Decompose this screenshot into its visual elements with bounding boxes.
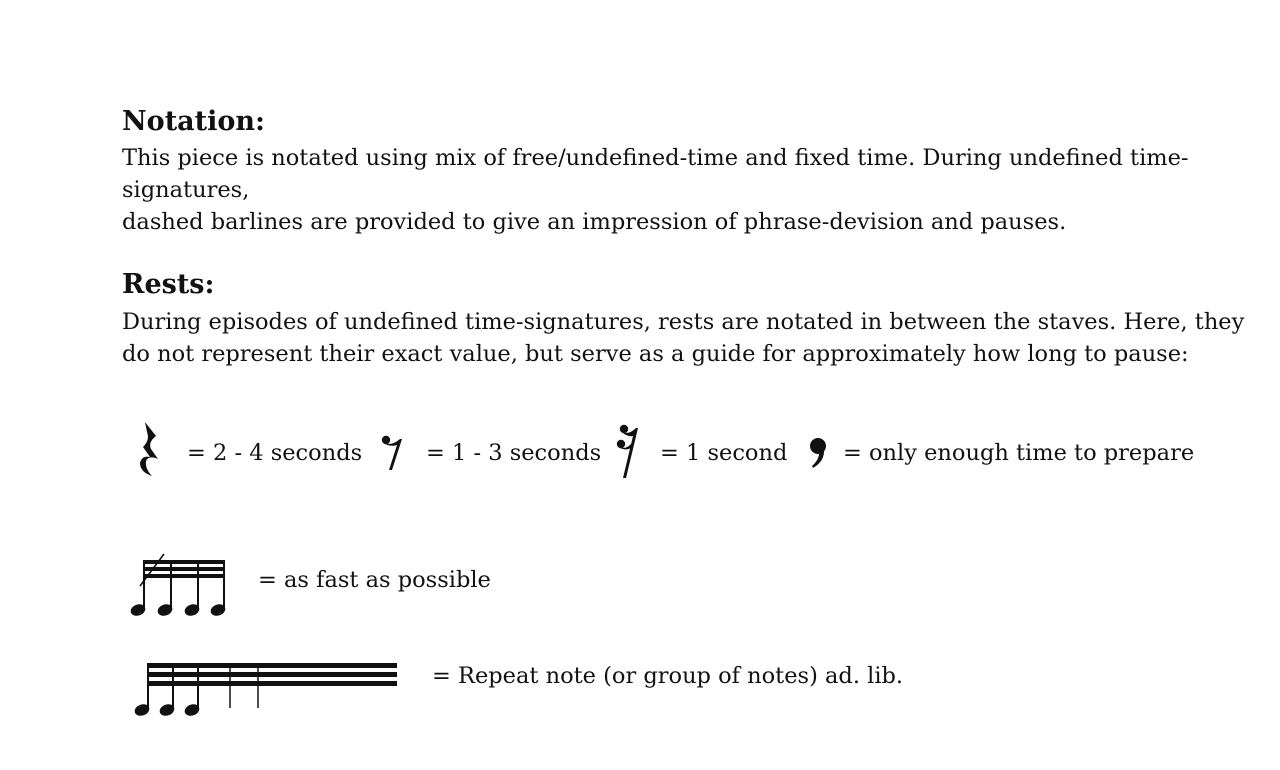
eighth-rest-meaning: = 1 - 3 seconds — [426, 440, 602, 466]
eighth-rest-icon — [381, 434, 405, 474]
breath-mark-meaning: = only enough time to prepare — [843, 440, 1195, 466]
notation-line: dashed barlines are provided to give an impression of phrase-devision and pauses. — [122, 209, 1067, 235]
notation-paragraph — [122, 142, 1189, 238]
fast-as-possible-meaning: = as fast as possible — [258, 567, 491, 593]
extended-beam-notes-icon — [130, 660, 400, 720]
sixteenth-rest-icon — [616, 422, 640, 480]
rests-heading: Rests: — [122, 269, 215, 300]
notation-line: signatures, — [122, 177, 250, 203]
rests-line: do not represent their exact value, but serve as a guide for approximately how long to pause: — [122, 341, 1189, 367]
sixteenth-rest-meaning: = 1 second — [660, 440, 788, 466]
notation-heading: Notation: — [122, 106, 265, 137]
repeat-ad-lib-meaning: = Repeat note (or group of notes) ad. lib. — [432, 663, 904, 689]
quarter-rest-meaning: = 2 - 4 seconds — [187, 440, 363, 466]
breath-mark-icon — [808, 437, 828, 471]
notation-line: This piece is notated using mix of free/undefined-time and fixed time. During undefined time- — [122, 145, 1189, 171]
slashed-beamed-notes-icon — [128, 552, 232, 620]
rests-paragraph — [122, 306, 1244, 370]
quarter-rest-icon — [136, 420, 162, 480]
rests-line: During episodes of undefined time-signatures, rests are notated in between the staves. Here, they — [122, 309, 1245, 335]
